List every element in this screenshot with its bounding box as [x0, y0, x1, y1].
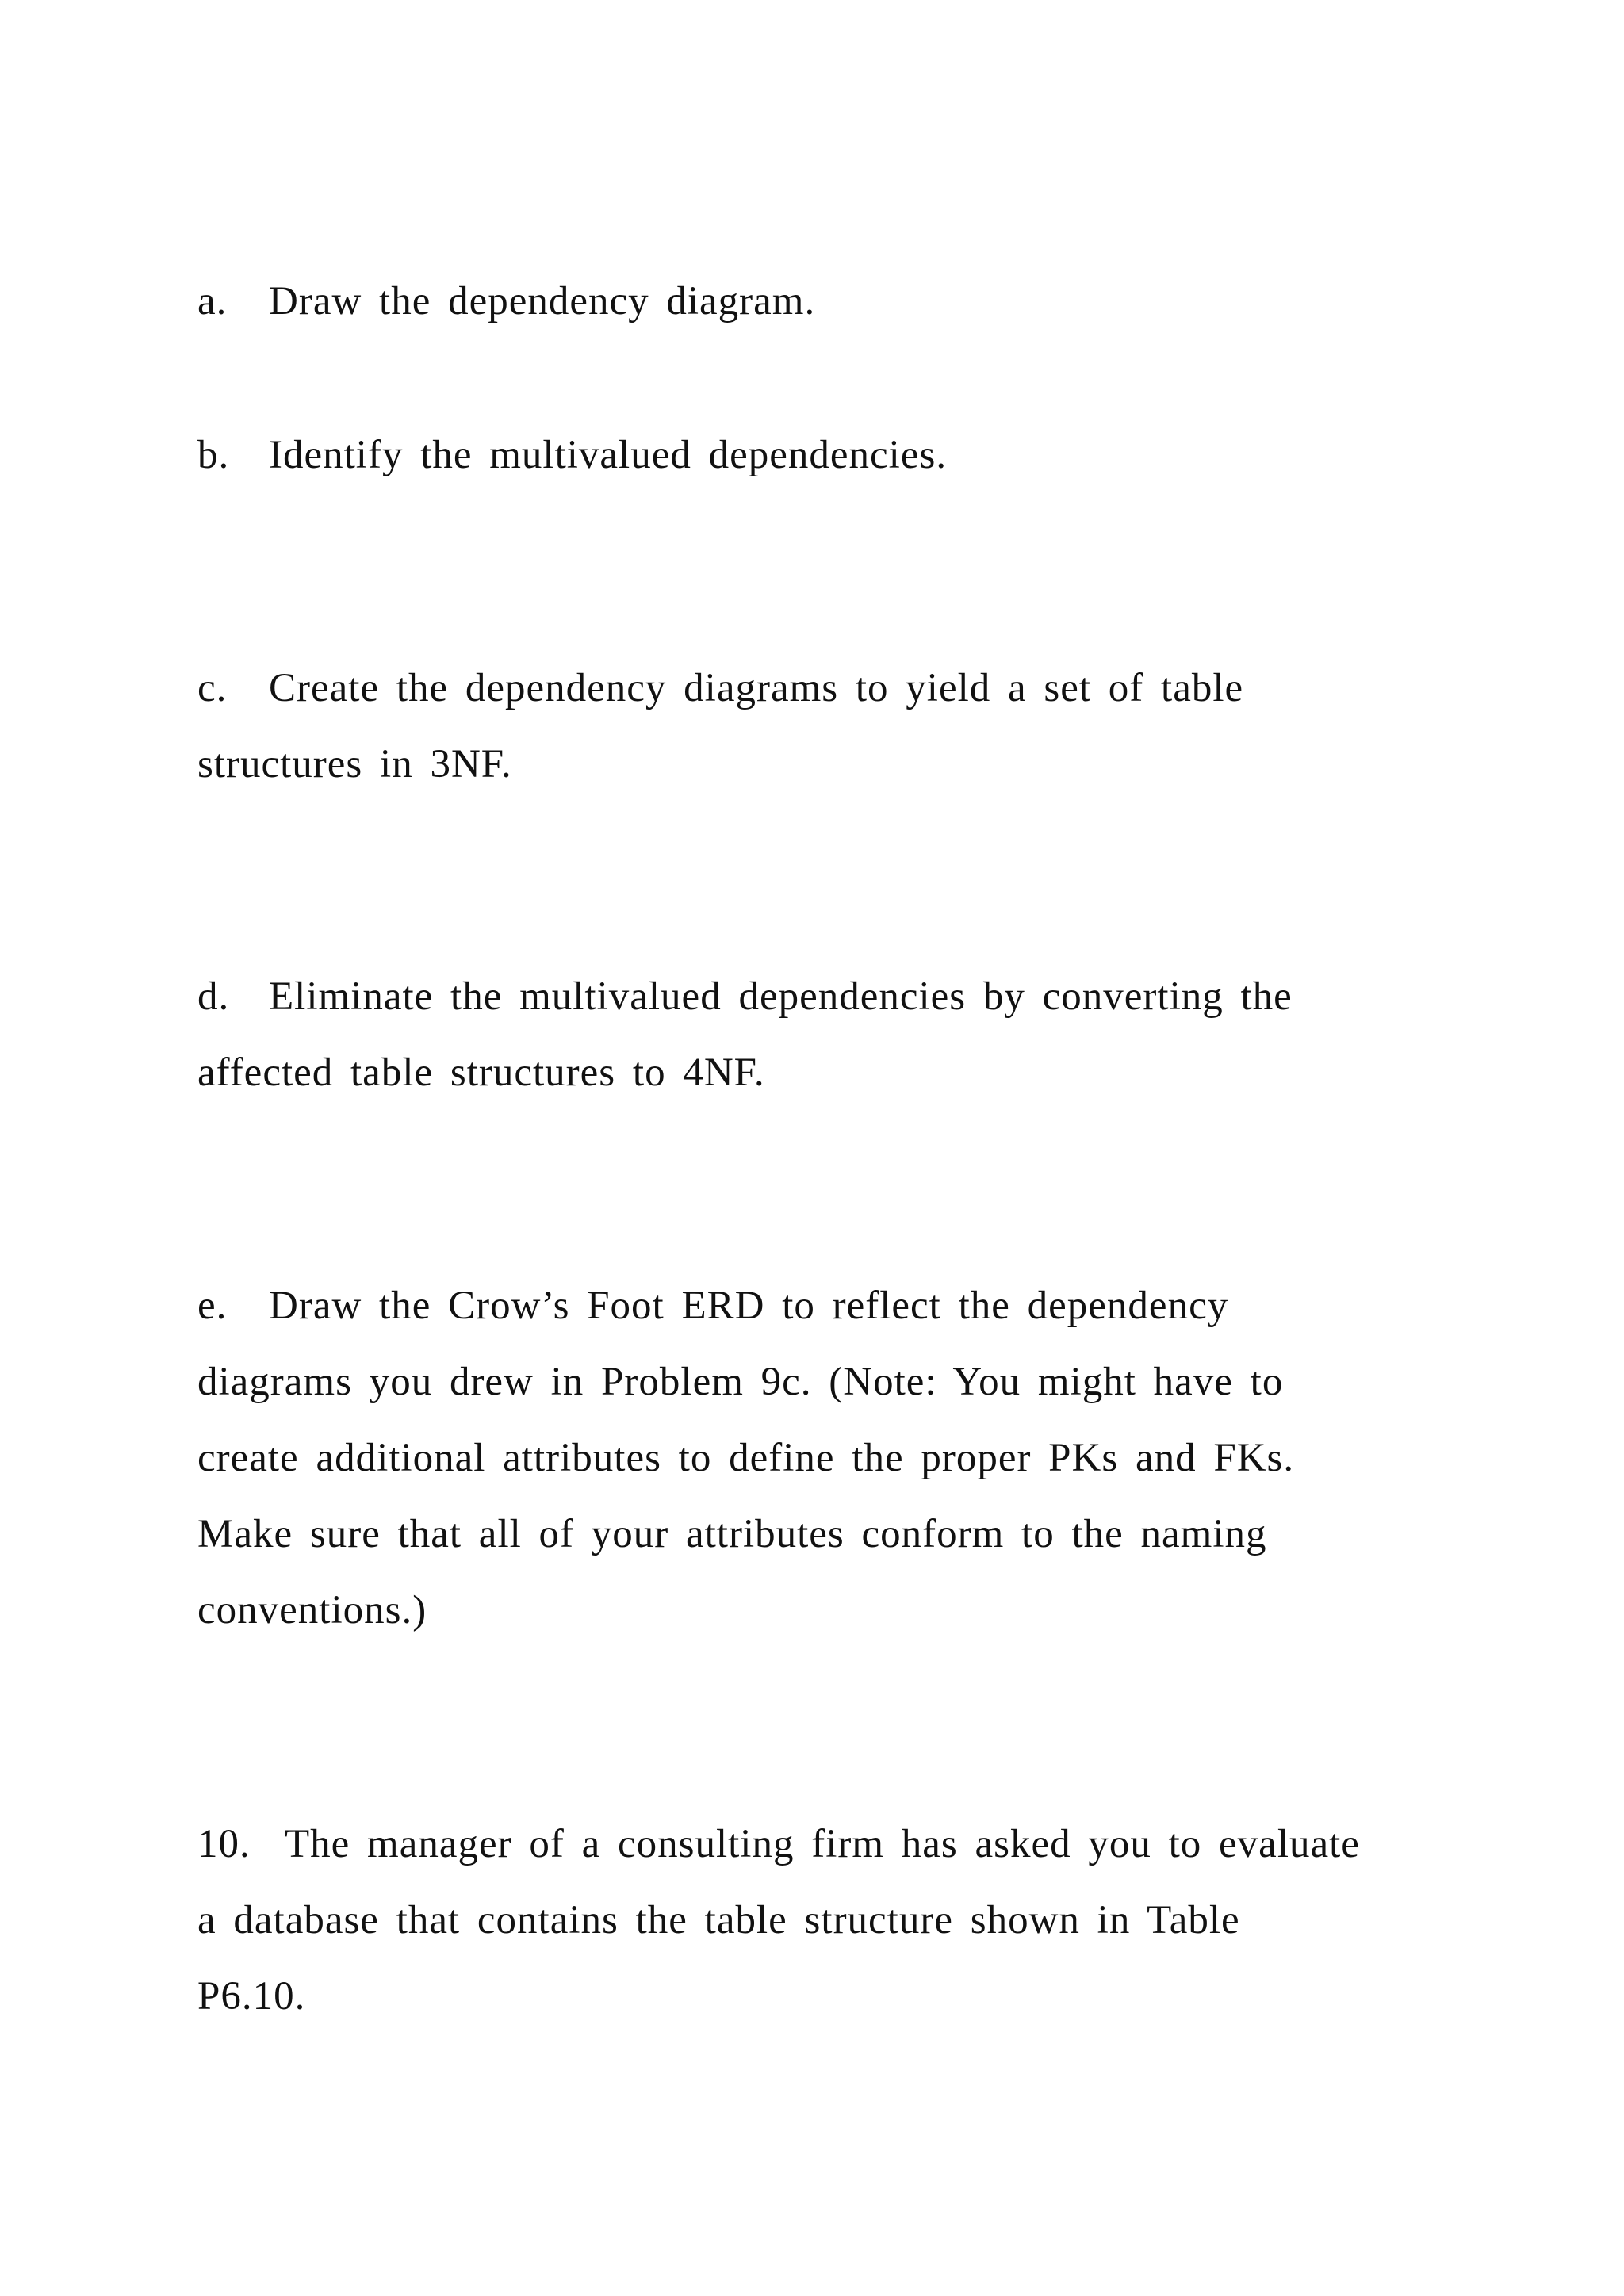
item-b-marker: b.	[197, 433, 230, 477]
item-d-text-2: affected table structures to 4NF.	[197, 1050, 765, 1095]
item-a-text-1: Draw the dependency diagram.	[269, 279, 816, 323]
item-d	[197, 959, 1482, 1111]
problem-10-text-2: a database that contains the table structure shown in Table	[197, 1898, 1240, 1942]
problem-10-line-1	[197, 1806, 1482, 1882]
item-c-marker: c.	[197, 666, 228, 710]
problem-10	[197, 1806, 1482, 2034]
item-c	[197, 650, 1482, 802]
problem-10-text-1: The manager of a consulting firm has asked you to evaluate	[285, 1822, 1360, 1866]
item-e-text-4: Make sure that all of your attributes conform to the naming	[197, 1512, 1267, 1556]
item-a-line-1	[197, 263, 1482, 339]
item-e	[197, 1268, 1482, 1648]
item-e-text-2: diagrams you drew in Problem 9c. (Note: You might have to	[197, 1360, 1284, 1404]
item-d-marker: d.	[197, 974, 230, 1019]
problem-10-text-3: P6.10.	[197, 1974, 306, 2019]
item-c-text-2: structures in 3NF.	[197, 742, 512, 786]
item-b-text-1: Identify the multivalued dependencies.	[269, 433, 948, 477]
item-d-text-1: Eliminate the multivalued dependencies by converting the	[269, 974, 1293, 1019]
item-e-text-1: Draw the Crow’s Foot ERD to reflect the dependency	[269, 1284, 1229, 1328]
item-e-text-3: create additional attributes to define the proper PKs and FKs.	[197, 1436, 1295, 1480]
item-e-line-1	[197, 1268, 1482, 1344]
problem-10-marker: 10.	[197, 1822, 251, 1866]
item-b	[197, 417, 1482, 493]
item-d-line-1	[197, 959, 1482, 1035]
item-e-marker: e.	[197, 1284, 228, 1328]
item-c-line-1	[197, 650, 1482, 726]
item-c-text-1: Create the dependency diagrams to yield a set of table	[269, 666, 1244, 710]
item-a	[197, 263, 1482, 339]
item-a-marker: a.	[197, 279, 228, 323]
item-b-line-1	[197, 417, 1482, 493]
item-e-text-5: conventions.)	[197, 1588, 427, 1632]
